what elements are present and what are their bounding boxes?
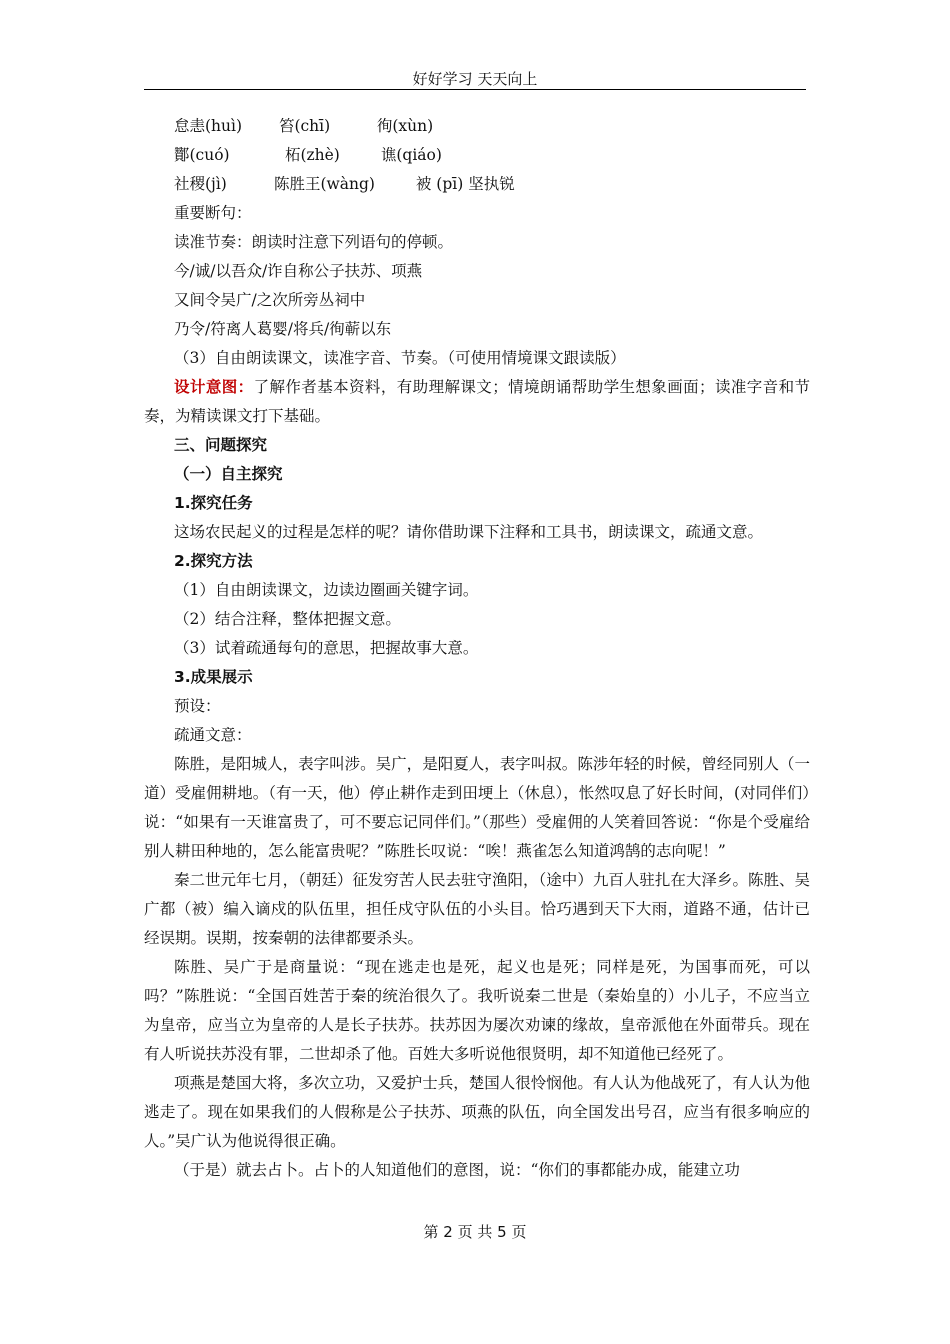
translation-title: 疏通文意： <box>174 726 252 744</box>
breaks-title: 重要断句： <box>174 204 252 222</box>
pronunciation-item: 徇(xùn) <box>376 117 434 135</box>
page-footer: 第 2 页 共 5 页 <box>423 1223 527 1241</box>
translation-paragraph: （于是）就去占卜。占卜的人知道他们的意图，说：“你们的事都能办成，能建立功 <box>174 1161 740 1179</box>
subsection-title: （一）自主探究 <box>174 465 283 483</box>
method-item: （3）试着疏通每句的意思，把握故事大意。 <box>174 639 479 657</box>
result-title: 3.成果展示 <box>174 668 253 686</box>
pronunciation-item: 陈胜王(wàng) <box>273 175 375 193</box>
pronunciation-row-3 <box>174 170 810 199</box>
pronunciation-item: 谯(qiáo) <box>380 146 442 164</box>
translation-paragraph: 陈胜、吴广于是商量说：“现在逃走也是死，起义也是死；同样是死，为国事而死，可以吗？”陈胜说：“全国百姓苦于秦的统治很久了。我听说秦二世是（秦始皇的）小儿子，不应当立为皇帝，应当立为皇帝的人是长子扶苏。扶苏因为屡次劝谏的缘故，皇帝派他在外面带兵。现在有人听说扶苏没有罪，二世却杀了他。百姓大多听说他很贤明，却不知道他已经死了。 <box>144 958 810 1063</box>
break-line: 今/诚/以吾众/诈自称公子扶苏、项燕 <box>174 262 423 280</box>
page-content <box>144 112 810 1185</box>
breaks-instruction: 读准节奏：朗读时注意下列语句的停顿。 <box>174 233 454 251</box>
design-intent-text: 了解作者基本资料，有助理解课文；情境朗诵帮助学生想象画面；读准字音和节奏，为精读课文打下基础。 <box>144 378 810 425</box>
pronunciation-item: 社稷(jì) <box>174 175 227 193</box>
pronunciation-row-2 <box>174 141 810 170</box>
break-line: 乃令/符离人葛婴/将兵/徇蕲以东 <box>174 320 392 338</box>
pronunciation-item: 怠恚(huì) <box>174 117 243 135</box>
translation-paragraph: 秦二世元年七月，（朝廷）征发穷苦人民去驻守渔阳，（途中）九百人驻扎在大泽乡。陈胜、吴广都（被）编入谪戍的队伍里，担任戍守队伍的小头目。恰巧遇到天下大雨，道路不通，估计已经误期。误期，按秦朝的法律都要杀头。 <box>144 871 810 947</box>
translation-paragraph: 陈胜，是阳城人，表字叫涉。吴广，是阳夏人，表字叫叔。陈涉年轻的时候，曾经同别人（一道）受雇佣耕地。（有一天，他）停止耕作走到田埂上（休息），怅然叹息了好长时间，(对同伴们）说：“如果有一天谁富贵了，可不要忘记同伴们。”（那些）受雇佣的人笑着回答说：“你是个受雇给别人耕田种地的，怎么能富贵呢？”陈胜长叹说：“唉！燕雀怎么知道鸿鹄的志向呢！” <box>144 755 810 860</box>
design-intent <box>144 373 810 431</box>
header-rule <box>144 89 806 90</box>
reading-step-3: （3）自由朗读课文，读准字音、节奏。（可使用情境课文跟读版） <box>174 349 626 367</box>
break-line: 又间令吴广/之次所旁丛祠中 <box>174 291 366 309</box>
pronunciation-item: 笞(chī) <box>278 117 331 135</box>
pronunciation-item: 酇(cuó) <box>174 146 230 164</box>
task-title: 1.探究任务 <box>174 494 253 512</box>
method-item: （1）自由朗读课文，边读边圈画关键字词。 <box>174 581 479 599</box>
page-header: 好好学习 天天向上 <box>412 70 538 88</box>
section-title: 三、问题探究 <box>174 436 268 454</box>
task-text: 这场农民起义的过程是怎样的呢？请你借助课下注释和工具书，朗读课文，疏通文意。 <box>174 523 764 541</box>
pronunciation-item: 被 (pī) 坚执锐 <box>415 175 515 193</box>
design-intent-label: 设计意图： <box>174 378 254 396</box>
pronunciation-item: 柘(zhè) <box>284 146 340 164</box>
method-title: 2.探究方法 <box>174 552 253 570</box>
pronunciation-row-1 <box>174 112 810 141</box>
preset-label: 预设： <box>174 697 221 715</box>
method-item: （2）结合注释，整体把握文意。 <box>174 610 401 628</box>
translation-paragraph: 项燕是楚国大将，多次立功，又爱护士兵，楚国人很怜悯他。有人认为他战死了，有人认为他逃走了。现在如果我们的人假称是公子扶苏、项燕的队伍，向全国发出号召，应当有很多响应的人。”吴广认为他说得很正确。 <box>144 1074 810 1150</box>
